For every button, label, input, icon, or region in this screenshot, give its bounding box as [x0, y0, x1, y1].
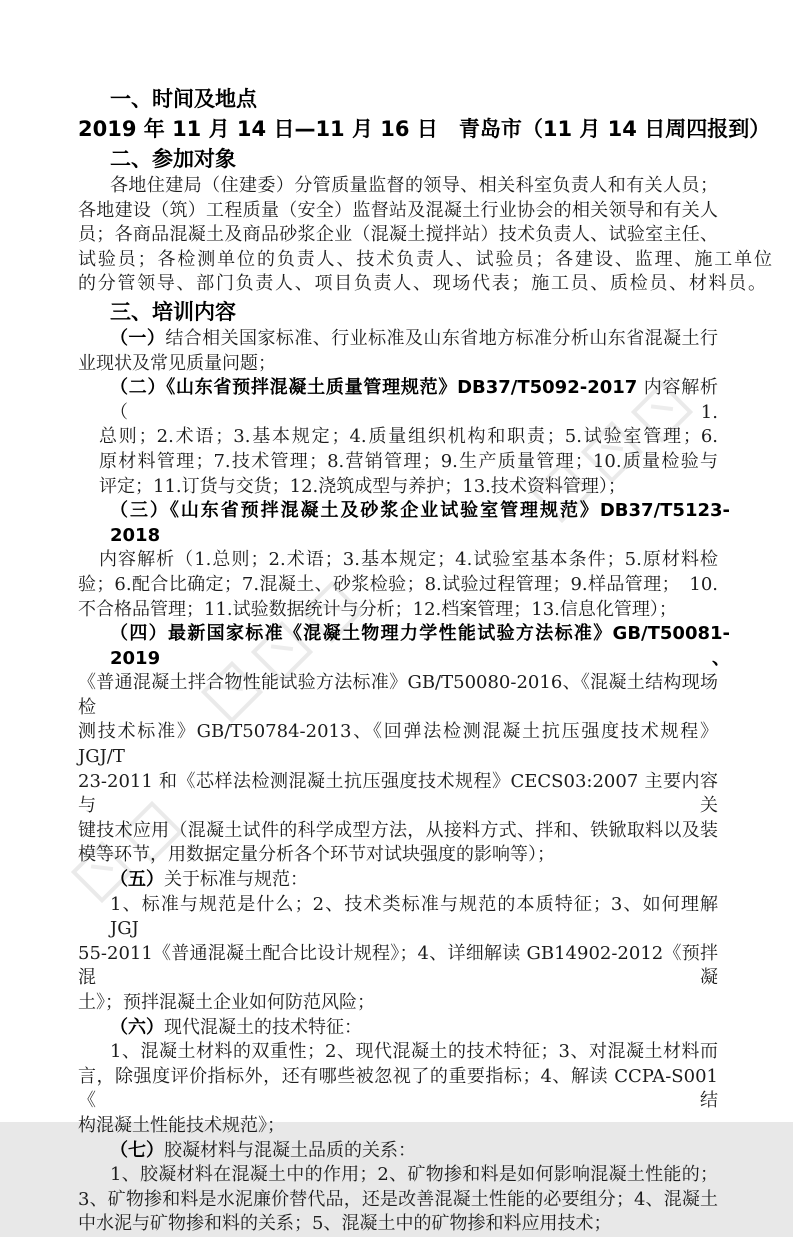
body-text-segment: 总则；2.术语；3.基本规定；4.质量组织机构和职责；5.试验室管理；6.	[99, 426, 718, 448]
body-text-segment: 内容解析（1.	[110, 377, 718, 423]
body-text-segment: 中水泥与矿物掺和料的关系；5、混凝土中的矿物掺和料应用技术；	[78, 1213, 612, 1235]
bold-text-segment: （七）	[110, 1139, 164, 1161]
text-line	[78, 893, 718, 942]
text-line	[78, 1040, 718, 1065]
text-line	[78, 499, 730, 548]
text-line	[78, 272, 766, 297]
body-text-segment: 1、混凝土材料的双重性；2、现代混凝土的技术特征；3、对混凝土材料而	[110, 1041, 718, 1063]
text-line	[78, 425, 718, 450]
text-line	[78, 942, 718, 991]
body-text-segment: 1、胶凝材料在混凝土中的作用；2、矿物掺和料是如何影响混凝土性能的；	[110, 1164, 718, 1186]
body-text-segment: 土》；预拌混凝土企业如何防范风险；	[78, 992, 375, 1013]
body-text-segment: 关于标准与规范：	[164, 869, 308, 891]
bold-text-segment: （二）《山东省预拌混凝土质量管理规范》DB37/T5092-2017	[110, 377, 638, 399]
text-line	[78, 622, 730, 671]
text-line	[78, 1114, 718, 1139]
text-line	[78, 1139, 718, 1164]
body-text-segment: 《普通混凝土拌合物性能试验方法标准》GB/T50080-2016、《混凝土结构现场检	[78, 672, 718, 718]
body-text-segment: 评定；11.订货与交货；12.浇筑成型与养护；13.技术资料管理）；	[99, 475, 626, 497]
body-text-segment: 的分管领导、部门负责人、项目负责人、现场代表；施工员、质检员、材料员。	[78, 273, 766, 295]
text-line	[78, 297, 772, 327]
text-line	[78, 475, 718, 500]
body-text-segment: 胶凝材料与混凝土品质的关系：	[164, 1139, 416, 1161]
bold-text-segment: 一、时间及地点	[110, 87, 257, 111]
text-line	[78, 352, 718, 377]
body-text-segment: 业现状及常见质量问题；	[78, 352, 276, 374]
body-text-segment: 构混凝土性能技术规范》；	[78, 1114, 285, 1136]
body-text-segment: 3、矿物掺和料是水泥廉价替代品，还是改善混凝土性能的必要组分；4、混凝土	[78, 1188, 718, 1210]
text-line	[78, 248, 772, 273]
text-line	[78, 548, 718, 573]
body-text-segment: 员；各商品混凝土及商品砂浆企业（混凝土搅拌站）技术负责人、试验室主任、	[78, 224, 718, 246]
bold-text-segment: 二、参加对象	[110, 147, 236, 171]
body-text-segment: 测技术标准》GB/T50784-2013、《回弹法检测混凝土抗压强度技术规程》JGJ/T	[78, 721, 718, 768]
text-line	[78, 770, 718, 819]
text-line	[78, 84, 772, 114]
bold-text-segment: （一）	[110, 327, 166, 349]
text-line	[78, 598, 718, 623]
text-line	[78, 1212, 718, 1237]
body-text-segment: 1、标准与规范是什么；2、技术类标准与规范的本质特征；3、如何理解 JGJ	[110, 893, 718, 940]
body-text-segment: 23-2011 和《芯样法检测混凝土抗压强度技术规程》CECS03:2007 主要内容与关	[78, 770, 718, 817]
body-text-segment: 现代混凝土的技术特征：	[164, 1016, 362, 1038]
text-line	[78, 144, 772, 174]
body-text-segment: 不合格品管理；11.试验数据统计与分析；12.档案管理；13.信息化管理）；	[78, 598, 677, 620]
body-text-segment: 结合相关国家标准、行业标准及山东省地方标准分析山东省混凝土行	[165, 327, 718, 349]
text-line	[78, 1016, 718, 1041]
text-line	[78, 1188, 718, 1213]
body-text-segment: 验；6.配合比确定；7.混凝土、砂浆检验；8.试验过程管理；9.样品管理； 10.	[78, 573, 718, 595]
text-line	[78, 327, 718, 352]
bold-text-segment: （五）	[110, 869, 164, 891]
bold-text-segment: （四）最新国家标准《混凝土物理力学性能试验方法标准》GB/T50081-2019、	[110, 623, 730, 669]
text-line	[78, 450, 718, 475]
text-line	[78, 114, 772, 144]
text-line	[78, 1163, 718, 1188]
text-line	[78, 868, 718, 893]
text-line	[78, 199, 718, 224]
body-text-segment: 键技术应用（混凝土试件的科学成型方法，从接料方式、拌和、铁锨取料以及装	[78, 819, 718, 841]
bold-text-segment: （六）	[110, 1016, 164, 1038]
body-text-segment: 内容解析（1.总则；2.术语；3.基本规定；4.试验室基本条件；5.原材料检	[99, 549, 718, 571]
text-line	[78, 991, 718, 1016]
text-line	[78, 720, 718, 769]
bold-text-segment: （三）《山东省预拌混凝土及砂浆企业试验室管理规范》DB37/T5123-2018	[110, 500, 730, 546]
text-line	[78, 376, 718, 425]
text-line	[78, 843, 718, 868]
text-line	[78, 223, 718, 248]
bold-text-segment: 三、培训内容	[110, 299, 236, 324]
document-content	[78, 84, 772, 1237]
body-text-segment: 各地建设（筑）工程质量（安全）监督站及混凝土行业协会的相关领导和有关人	[78, 199, 718, 221]
text-line	[78, 819, 718, 844]
body-text-segment: 55-2011《普通混凝土配合比设计规程》；4、详细解读 GB14902-2012《预拌混凝	[78, 942, 718, 989]
body-text-segment: 各地住建局（住建委）分管质量监督的领导、相关科室负责人和有关人员；	[110, 175, 718, 196]
body-text-segment: 模等环节，用数据定量分析各个环节对试块强度的影响等）；	[78, 844, 555, 866]
text-line	[78, 1065, 718, 1114]
text-line	[78, 671, 718, 720]
bold-text-segment: 2019 年 11 月 14 日—11 月 16 日 青岛市（11 月 14 日周四报到）	[78, 117, 771, 141]
body-text-segment: 言，除强度评价指标外，还有哪些被忽视了的重要指标；4、解读 CCPA-S001《结	[78, 1065, 718, 1112]
text-line	[78, 573, 718, 598]
body-text-segment: 试验员；各检测单位的负责人、技术负责人、试验员；各建设、监理、施工单位	[78, 248, 772, 270]
text-line	[78, 174, 718, 199]
body-text-segment: 原材料管理；7.技术管理；8.营销管理；9.生产质量管理；10.质量检验与	[99, 450, 718, 472]
